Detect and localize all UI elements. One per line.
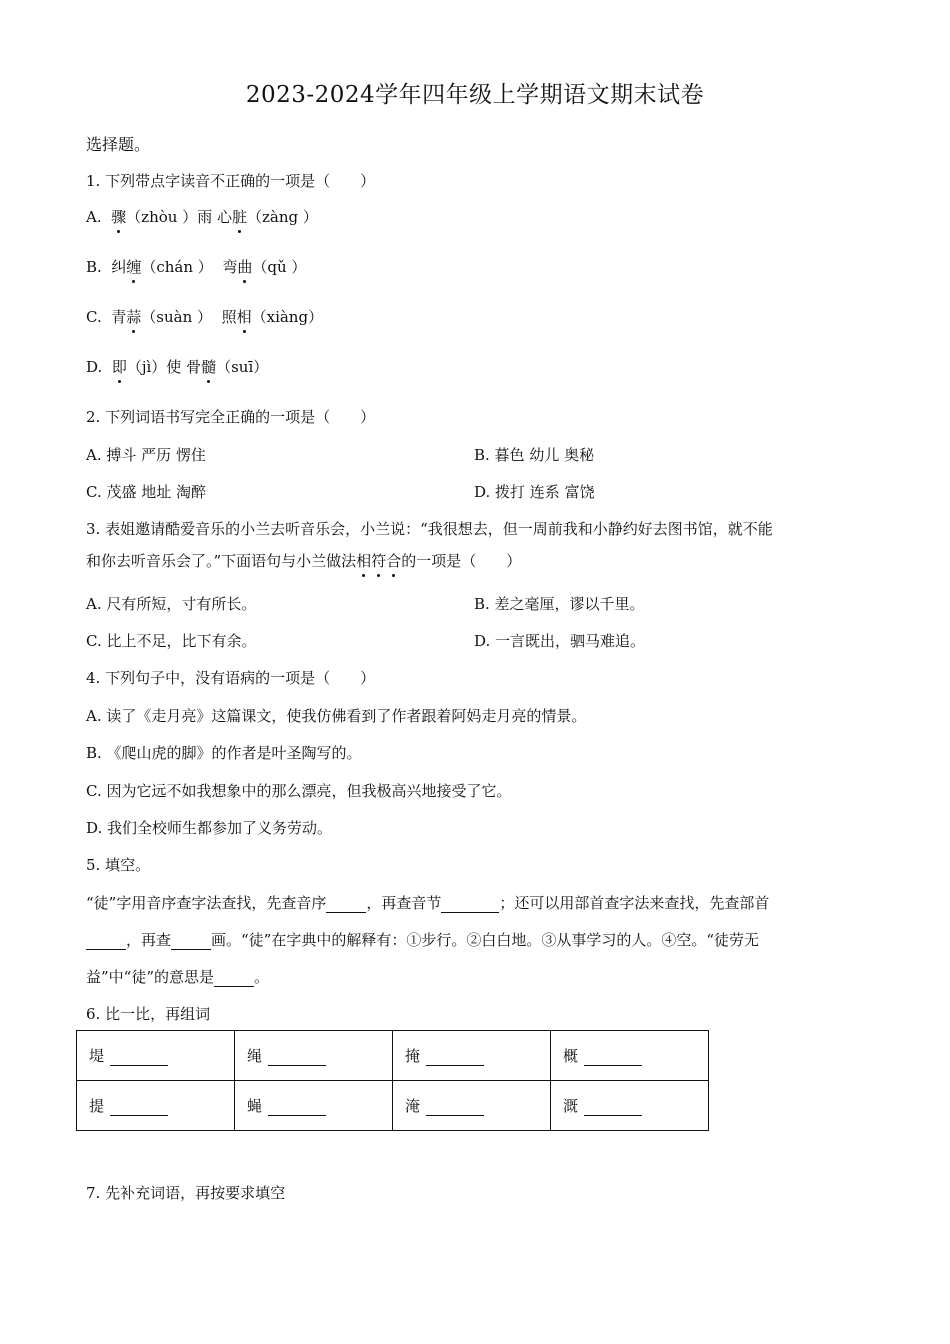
q3-option-d: D. 一言既出，驷马难追。 xyxy=(474,632,646,650)
q4-option-a: A. 读了《走月亮》这篇课文，使我仿佛看到了作者跟着阿妈走月亮的情景。 xyxy=(86,707,587,725)
table-cell[interactable]: 溉 xyxy=(551,1081,709,1131)
section-heading: 选择题。 xyxy=(86,135,151,154)
table-cell[interactable]: 提 xyxy=(77,1081,235,1131)
blank-bushou[interactable] xyxy=(86,935,126,950)
blank-yinjie[interactable] xyxy=(441,898,499,913)
q1-option-b: B. 纠缠（chán ） 弯曲（qǔ ） xyxy=(86,258,307,276)
word-compare-table xyxy=(76,1030,709,1131)
table-cell[interactable]: 蝇 xyxy=(235,1081,393,1131)
q5-line3: 益”中“徒”的意思是 。 xyxy=(86,968,270,986)
question-2-stem: 2. 下列词语书写完全正确的一项是（ ） xyxy=(86,408,376,426)
table-row xyxy=(77,1031,709,1081)
q1-option-c: C. 青蒜（suàn ） 照相（xiàng） xyxy=(86,308,324,326)
blank-yinxu[interactable] xyxy=(326,898,366,913)
q2-option-c: C. 茂盛 地址 淘醉 xyxy=(86,483,207,501)
q5-line2: ，再查 画。“徒”在字典中的解释有：①步行。②白白地。③从事学习的人。④空。“徒劳无 xyxy=(86,929,759,950)
q5-line1: “徒”字用音序查字法查找，先查音序 ，再查音节 ；还可以用部首查字法来查找，先查部首 xyxy=(86,894,770,912)
q4-option-c: C. 因为它远不如我想象中的那么漂亮，但我极高兴地接受了它。 xyxy=(86,782,512,800)
table-cell[interactable]: 掩 xyxy=(393,1031,551,1081)
q2-option-a: A. 搏斗 严历 愣住 xyxy=(86,446,206,464)
question-1-stem: 1. 下列带点字读音不正确的一项是（ ） xyxy=(86,172,376,190)
q3-option-b: B. 差之毫厘，谬以千里。 xyxy=(474,595,645,613)
blank-huashu[interactable] xyxy=(171,935,211,950)
blank-meaning[interactable] xyxy=(214,972,254,987)
table-cell[interactable]: 绳 xyxy=(235,1031,393,1081)
table-cell[interactable]: 淹 xyxy=(393,1081,551,1131)
table-cell[interactable]: 堤 xyxy=(77,1031,235,1081)
question-7-stem: 7. 先补充词语，再按要求填空 xyxy=(86,1184,286,1202)
q1-option-d: D. 即（jì）使 骨髓（suī） xyxy=(86,358,269,376)
q2-option-b: B. 暮色 幼儿 奥秘 xyxy=(474,446,595,464)
question-3-stem-line1: 3. 表姐邀请酷爱音乐的小兰去听音乐会，小兰说：“我很想去，但一周前我和小静约好去图书馆，就不能 xyxy=(86,520,773,538)
table-row xyxy=(77,1081,709,1131)
q4-option-d: D. 我们全校师生都参加了义务劳动。 xyxy=(86,819,333,837)
q3-option-a: A. 尺有所短，寸有所长。 xyxy=(86,595,257,613)
question-4-stem: 4. 下列句子中，没有语病的一项是（ ） xyxy=(86,669,376,687)
question-6-stem: 6. 比一比，再组词 xyxy=(86,1005,211,1023)
page-title: 2023-2024学年四年级上学期语文期末试卷 xyxy=(245,82,705,108)
q3-option-c: C. 比上不足，比下有余。 xyxy=(86,632,257,650)
table-cell[interactable]: 概 xyxy=(551,1031,709,1081)
q1-option-a: A. 骤（zhòu ）雨 心脏（zàng ） xyxy=(86,208,318,226)
question-5-stem: 5. 填空。 xyxy=(86,856,151,874)
question-3-stem-line2: 和你去听音乐会了。”下面语句与小兰做法相符合的一项是（ ） xyxy=(86,552,522,570)
q2-option-d: D. 拨打 连系 富饶 xyxy=(474,483,595,501)
q4-option-b: B. 《爬山虎的脚》的作者是叶圣陶写的。 xyxy=(86,744,362,762)
